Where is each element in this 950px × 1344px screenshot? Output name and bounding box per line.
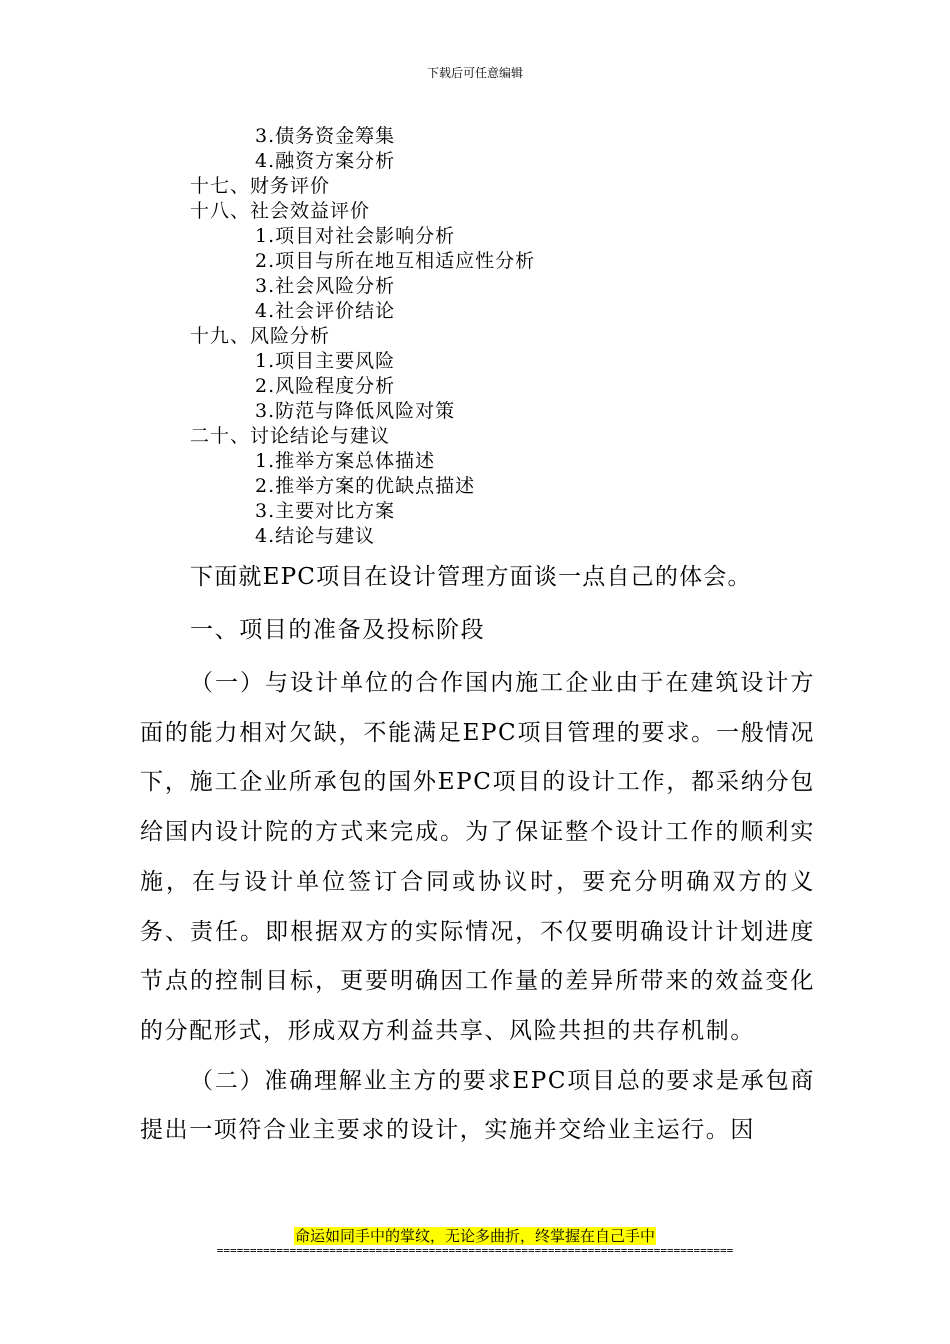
toc-chapter: 十七、财务评价 xyxy=(190,175,331,197)
section-heading: 一、项目的准备及投标阶段 xyxy=(190,617,486,643)
toc-subitem: 1.项目对社会影响分析 xyxy=(255,225,456,247)
table-of-contents xyxy=(0,124,950,549)
body-paragraph-1: （一）与设计单位的合作国内施工企业由于在建筑设计方面的能力相对欠缺，不能满足EPC项目管理的要求。一般情况下，施工企业所承包的国外EPC项目的设计工作，都采纳分包给国内设计院的方式来完成。为了保证整个设计工作的顺利实施，在与设计单位签订合同或协议时，要充分明确双方的义务、责任。即根据双方的实际情况，不仅要明确设计计划进度节点的控制目标，更要明确因工作量的差异所带来的效益变化的分配形式，形成双方利益共享、风险共担的共存机制。 xyxy=(140,670,815,1044)
toc-subitem: 2.项目与所在地互相适应性分析 xyxy=(255,250,536,272)
toc-chapter: 十九、风险分析 xyxy=(190,325,331,347)
toc-subitem: 1.项目主要风险 xyxy=(255,350,396,372)
toc-subitem: 2.风险程度分析 xyxy=(255,375,396,397)
footer-motto-text: 命运如同手中的掌纹，无论多曲折，终掌握在自己手中 xyxy=(294,1227,655,1245)
page-header-note: 下载后可任意编辑 xyxy=(426,66,523,80)
toc-subitem: 4.融资方案分析 xyxy=(255,150,396,172)
intro-paragraph: 下面就EPC项目在设计管理方面谈一点自己的体会。 xyxy=(190,564,752,590)
footer-motto xyxy=(0,1227,950,1245)
toc-subitem: 2.推举方案的优缺点描述 xyxy=(255,475,476,497)
toc-subitem: 3.防范与降低风险对策 xyxy=(255,400,456,422)
body-paragraph-2: （二）准确理解业主方的要求EPC项目总的要求是承包商提出一项符合业主要求的设计，实施并交给业主运行。因 xyxy=(140,1067,815,1144)
toc-subitem: 4.社会评价结论 xyxy=(255,300,396,322)
toc-subitem: 1.推举方案总体描述 xyxy=(255,450,436,472)
footer-divider: ============================================================================== xyxy=(216,1244,734,1257)
toc-subitem: 3.社会风险分析 xyxy=(255,275,396,297)
document-body xyxy=(140,553,815,1156)
toc-subitem: 3.债务资金筹集 xyxy=(255,125,396,147)
toc-chapter: 十八、社会效益评价 xyxy=(190,200,371,222)
toc-subitem: 4.结论与建议 xyxy=(255,525,376,547)
toc-chapter: 二十、讨论结论与建议 xyxy=(190,425,391,447)
toc-subitem: 3.主要对比方案 xyxy=(255,500,396,522)
